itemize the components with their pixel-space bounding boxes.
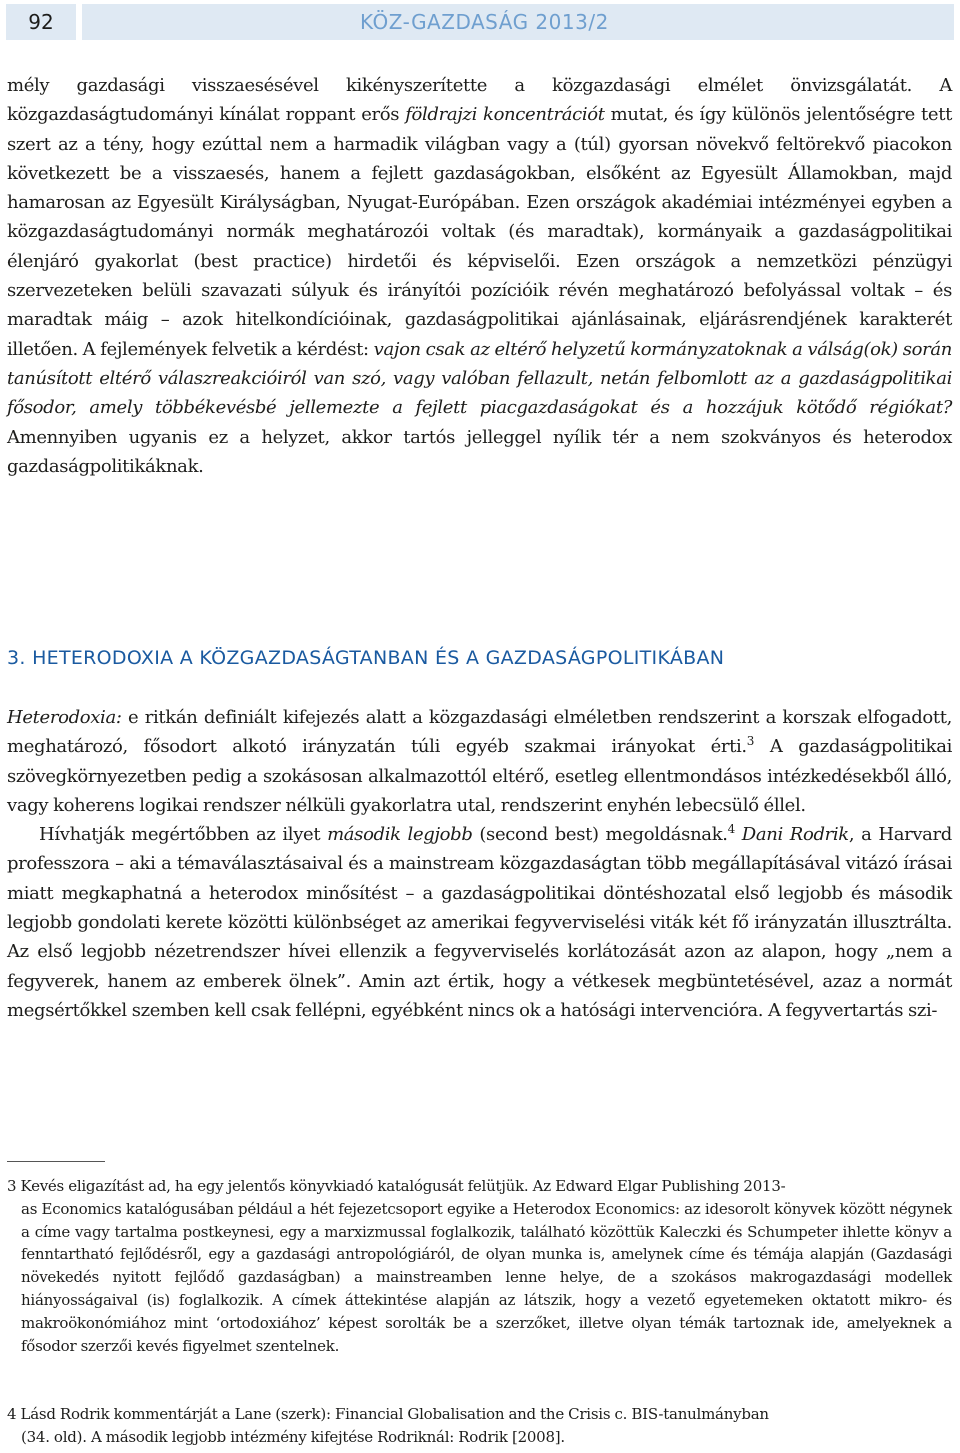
paragraph-1-text-a: mély gazdasági visszaesésével kikényszerítette a közgazdasági elmélet önvizsgálatát. A közgazdaságtudományi kínálat roppant erős [7, 75, 952, 126]
paragraph-1-text-b: mutat, és így különös jelentőségre tett szert az a tény, hogy ezúttal nem a harmadik világban vagy a (túl) gyorsan növekvő feltörekvő piacokon következett be a visszaesés, hanem a fejlett gazdaságokban, elsőként az Egyesült Államokban, majd hamarosan az Egyesült Királyságban, Nyugat-Európában. Ezen országok akadémiai intézményei egyben a közgazdaságtudományi normák meghatározói voltak (és maradtak), kormányaik a gazdaságpolitikai élenjáró gyakorlat (best practice) hirdetői és képviselői. Ezen országok a nemzetközi pénzügyi szervezeteken belüli szavazati súlyuk és irányítói pozícióik révén meghatározó befolyással voltak – és maradtak máig – azok hitelkondícióinak, gazdaságpolitikai ajánlásainak, eljárásrendjének karakterét illetően. A fejlemények felvetik a kérdést: [7, 104, 952, 360]
paragraph-3-text-c: , a Harvard professzora – aki a témaválasztásaival és a mainstream közgazdaságtan több megállapításával vitázó írásai miatt megkaphatná a heterodox minősítést – a gazdaságpolitikai döntéshozatal első legjobb és második legjobb gondolati kerete közötti különbséget az amerikai fegyverviselési viták két fő irányzatán illusztrálta. Az első legjobb nézetrendszer hívei ellenzik a fegyverviselés korlátozását azon az alapon, hogy „nem a fegyverek, hanem az emberek ölnek”. Amin azt értik, hogy a vétkesek megbüntetésével, azaz a normát megsértőkkel szemben kell csak fellépni, egyébként nincs ok a hatósági intervencióra. A fegyvertartás szi- [7, 824, 952, 1021]
paragraph-2-italic: Heterodoxia: [7, 707, 122, 728]
footnote-4 [7, 1403, 952, 1449]
paragraph-3-text-a: Hívhatják megértőbben az ilyet [39, 824, 328, 846]
footnote-ref-3[interactable]: 3 [746, 734, 755, 749]
footnote-3-first-line: 3 Kevés eligazítást ad, ha egy jelentős könyvkiadó katalógusát felütjük. Az Edward Elgar Publishing 2013- [7, 1177, 786, 1195]
running-header [82, 4, 954, 40]
journal-title: KÖZ-GAZDASÁG 2013/2 [360, 10, 609, 34]
page-number: 92 [6, 4, 76, 40]
paragraph-3-italic-b: Dani Rodrik [741, 824, 849, 846]
paragraph-1-italic-a: földrajzi koncentrációt [405, 104, 605, 126]
footnote-3-continuation: as Economics katalógusában például a hét fejezetcsoport egyike a Heterodox Economics: az idesorolt könyvek között négynek a címe vagy tartalma postkeynesi, egy a marxizmussal foglalkozik, található közöttük Kaleczki és Schumpeter ihlette könyv a fenntartható fejlődésről, egy a gazdasági antropológiáról, de olyan munka is, amelynek címe és témája alapján (Gazdasági növekedés nyitott fejlődő gazdaságban) a mainstreamben lenne helye, de a szokásos makrogazdasági modellek hiányosságaival (is) foglalkozik. A címek áttekintése alapján az látszik, hogy a vezető egyetemeken oktatott mikro- és makroökonómiához mint ‘ortodoxiához’ képest sorolták be a szerzőket, illetve olyan témák tartoznak ide, amelyeknek a fősodor szerzői kevés figyelmet szentelnek. [21, 1199, 952, 1355]
paragraph-1 [7, 71, 952, 481]
paragraph-3-italic-a: második legjobb [327, 824, 473, 846]
paragraph-2-text-a: e ritkán definiált kifejezés alatt a közgazdasági elméletben rendszerint a korszak elfogadott, meghatározó, fősodort alkotó irányzatán túli egyéb szakmai irányokat érti. [7, 707, 952, 758]
paragraph-3-text-b: (second best) megoldásnak. [472, 824, 728, 846]
section-body [7, 703, 952, 1025]
section-heading: 3. HETERODOXIA A KÖZGAZDASÁGTANBAN ÉS A GAZDASÁGPOLITIKÁBAN [7, 647, 725, 669]
paragraph-2-text-b: A gazdaságpolitikai szövegkörnyezetben pedig a szokásosan alkalmazottól eltérő, esetleg ellentmondásos intézkedésekből álló, vagy koherens logikai rendszer nélküli gyakorlatra utal, rendszerint enyhén lebecsülő éllel. [7, 736, 952, 816]
footnote-3 [7, 1175, 952, 1357]
footnote-4-continuation: (34. old). A második legjobb intézmény kifejtése Rodriknál: Rodrik [2008]. [21, 1427, 565, 1446]
paragraph-1-italic-b: vajon csak az eltérő helyzetű kormányzatoknak a válság(ok) során tanúsított eltérő válaszreakcióiról van szó, vagy valóban fellazult, netán felbomlott az a gazdaságpolitikai fősodor, amely többékevésbé jellemezte a fejlett piacgazdaságokat és a hozzájuk kötődő régiókat? [7, 338, 952, 419]
paragraph-2 [7, 703, 952, 820]
paragraph-1-text-c: Amennyiben ugyanis ez a helyzet, akkor tartós jelleggel nyílik tér a nem szokványos és heterodox gazdaságpolitikáknak. [7, 426, 952, 477]
footnote-separator [7, 1161, 105, 1162]
paragraph-3 [7, 820, 952, 1025]
footnote-4-first-line: 4 Lásd Rodrik kommentárját a Lane (szerk): Financial Globalisation and the Crisis c. BIS-tanulmányban [7, 1405, 769, 1423]
footnote-ref-4[interactable]: 4 [727, 822, 735, 837]
